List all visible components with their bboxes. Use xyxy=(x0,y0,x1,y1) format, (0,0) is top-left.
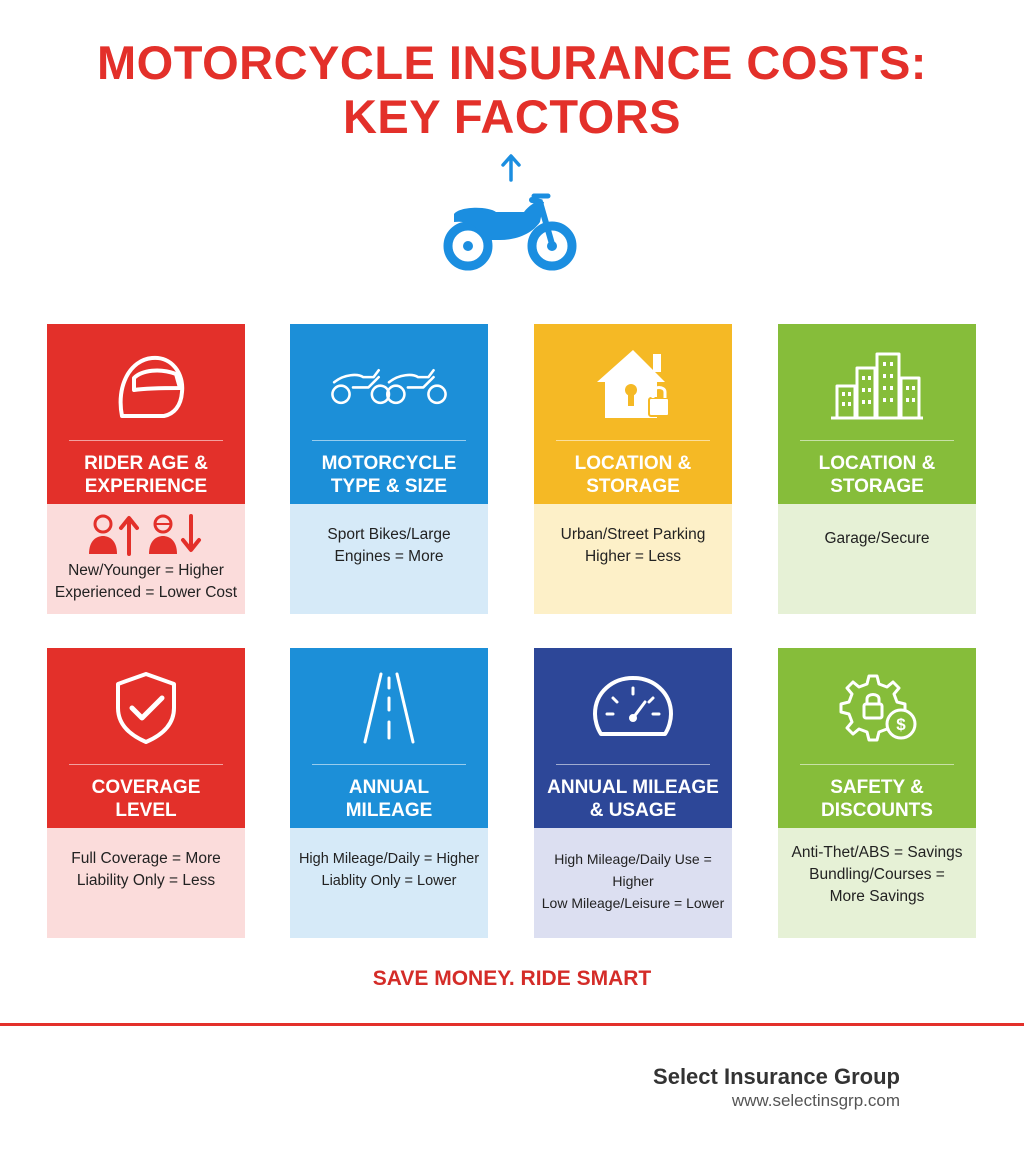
card-header xyxy=(47,648,245,828)
arrow-down-icon xyxy=(183,516,199,550)
factor-card-coverage-level xyxy=(47,648,245,938)
factor-card-safety-discounts xyxy=(778,648,976,938)
motorcycle-icon xyxy=(440,192,580,272)
card-description: Garage/Secure xyxy=(824,530,930,547)
title-line-1: MOTORCYCLE INSURANCE COSTS: xyxy=(97,36,927,89)
card-body xyxy=(47,828,245,938)
young-rider-icon xyxy=(89,516,117,554)
card-description: High Mileage/Daily = Higher Liablity Only = Lower xyxy=(298,851,480,889)
card-label: ANNUAL MILEAGE xyxy=(345,777,433,821)
card-divider xyxy=(69,764,223,765)
factor-card-motorcycle-type xyxy=(290,324,488,614)
card-body xyxy=(534,828,732,938)
page-title xyxy=(0,36,1024,144)
arrow-up-icon xyxy=(121,518,137,554)
card-label: LOCATION & STORAGE xyxy=(818,453,936,497)
card-divider xyxy=(312,764,466,765)
card-divider xyxy=(312,440,466,441)
shield-check-icon xyxy=(86,670,206,746)
card-header xyxy=(290,324,488,504)
factor-card-location-storage-urban xyxy=(534,324,732,614)
card-divider xyxy=(556,440,710,441)
helmet-icon xyxy=(86,346,206,422)
card-description: New/Younger = Higher Experienced = Lower Cost xyxy=(54,562,238,601)
factor-card-annual-mileage xyxy=(290,648,488,938)
card-header xyxy=(47,324,245,504)
card-description: Urban/Street Parking Higher = Less xyxy=(560,526,706,565)
card-header xyxy=(534,324,732,504)
house-lock-icon xyxy=(573,346,693,422)
company-website[interactable]: www.selectinsgrp.com xyxy=(731,1091,900,1110)
city-buildings-icon xyxy=(817,346,937,422)
card-label: SAFETY & DISCOUNTS xyxy=(821,777,933,821)
card-divider xyxy=(800,440,954,441)
card-header xyxy=(778,324,976,504)
card-label: MOTORCYCLE TYPE & SIZE xyxy=(321,453,457,497)
card-body xyxy=(290,504,488,614)
card-body xyxy=(47,504,245,614)
card-description: Sport Bikes/Large Engines = More xyxy=(327,526,451,565)
tagline: SAVE MONEY. RIDE SMART xyxy=(372,967,652,990)
card-header xyxy=(778,648,976,828)
card-divider xyxy=(69,440,223,441)
arrow-up-icon xyxy=(496,150,526,186)
road-icon xyxy=(329,670,449,746)
card-body xyxy=(290,828,488,938)
card-label: ANNUAL MILEAGE & USAGE xyxy=(547,777,719,821)
age-comparison-icons xyxy=(85,512,207,556)
card-header xyxy=(290,648,488,828)
footer-divider xyxy=(0,1023,1024,1026)
experienced-rider-icon xyxy=(149,516,177,554)
card-body xyxy=(778,828,976,938)
card-description: Anti-Thet/ABS = Savings Bundling/Courses = More Savings xyxy=(791,844,963,905)
factor-card-annual-mileage-usage xyxy=(534,648,732,938)
card-label: COVERAGE LEVEL xyxy=(91,777,201,821)
svg-text:$: $ xyxy=(896,715,906,734)
card-label: RIDER AGE & EXPERIENCE xyxy=(84,453,208,497)
gear-lock-dollar-icon xyxy=(817,670,937,746)
card-label: LOCATION & STORAGE xyxy=(574,453,692,497)
company-name: Select Insurance Group xyxy=(653,1064,900,1089)
factor-card-rider-age xyxy=(47,324,245,614)
motorcycles-icon xyxy=(329,346,449,422)
card-body xyxy=(534,504,732,614)
factor-card-location-storage-garage xyxy=(778,324,976,614)
card-header xyxy=(534,648,732,828)
title-line-2: KEY FACTORS xyxy=(342,90,682,143)
speedometer-icon xyxy=(573,670,693,746)
card-divider xyxy=(556,764,710,765)
card-body xyxy=(778,504,976,614)
card-description: Full Coverage = More Liability Only = Less xyxy=(71,850,221,889)
card-divider xyxy=(800,764,954,765)
card-description: High Mileage/Daily Use = Higher Low Mileage/Leisure = Lower xyxy=(541,851,725,911)
